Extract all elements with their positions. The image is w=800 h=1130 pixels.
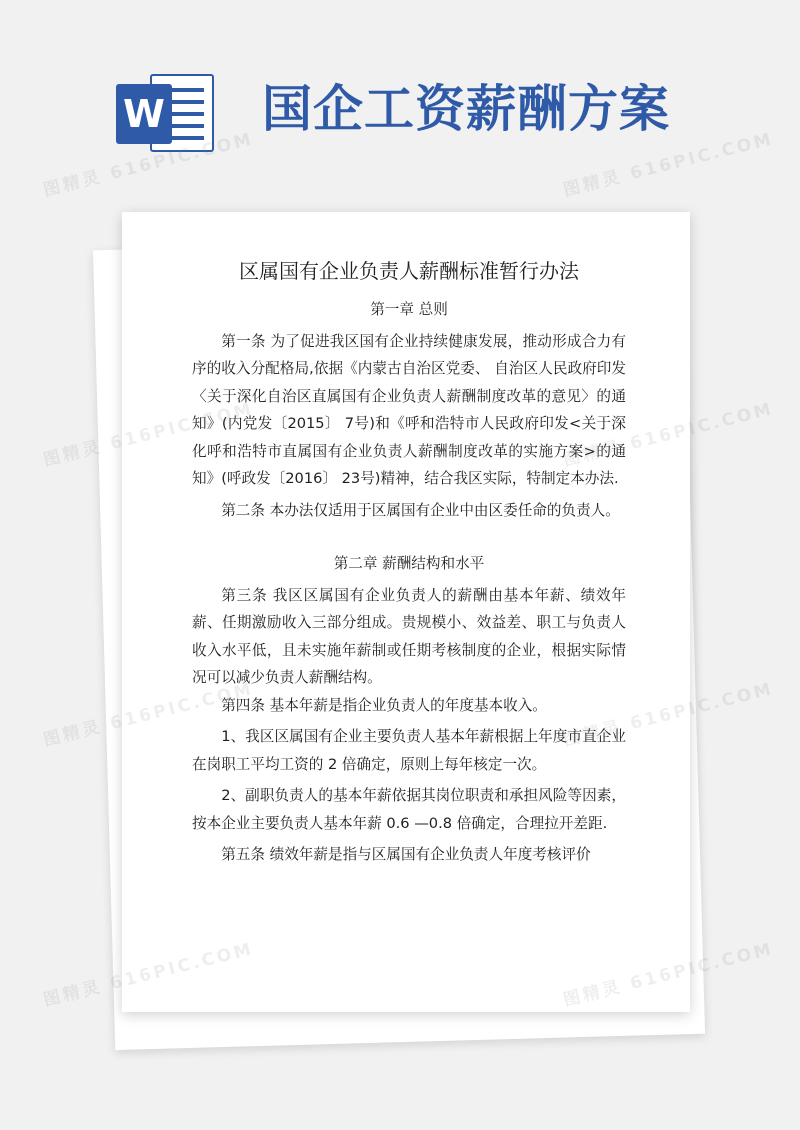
watermark: 图精灵 bbox=[41, 436, 105, 471]
word-letter-badge: W bbox=[116, 84, 172, 144]
article-4-paragraph: 第四条 基本年薪是指企业负责人的年度基本收入。 bbox=[221, 696, 547, 714]
banner-title: 国企工资薪酬方案 bbox=[262, 79, 670, 138]
item-1-paragraph: 1、我区区属国有企业主要负责人基本年薪根据上年度市直企业在岗职工平均工资的 2 倍确定，原则上每年核定一次。 bbox=[192, 728, 626, 773]
watermark: 616PIC.COM bbox=[628, 679, 776, 735]
watermark: 图精灵 bbox=[41, 976, 105, 1011]
article-3-paragraph: 第三条 我区区属国有企业负责人的薪酬由基本年薪、绩效年薪、任期激励收入三部分组成。贵规模小、效益差、职工与负责人收入水平低，且未实施年薪制或任期考核制度的企业，根据实际情况可以减少负责人薪酬结构。 bbox=[192, 586, 626, 686]
watermark: 616PIC.COM bbox=[628, 399, 776, 455]
watermark: 图精灵 bbox=[41, 716, 105, 751]
watermark: 图精灵 616PIC.COM bbox=[561, 129, 776, 201]
article-5-paragraph: 第五条 绩效年薪是指与区属国有企业负责人年度考核评价 bbox=[221, 846, 591, 863]
chapter-heading-2: 第二章 薪酬结构和水平 bbox=[333, 555, 485, 572]
document-page bbox=[122, 212, 690, 1012]
item-2-paragraph: 2、副职负责人的基本年薪依据其岗位职责和承担风险等因素，按本企业主要负责人基本年薪 0.6 —0.8 倍确定，合理拉开差距. bbox=[192, 787, 626, 832]
article-1-paragraph: 第一条 为了促进我区国有企业持续健康发展，推动形成合力有序的收入分配格局,依据《内蒙古自治区党委、 自治区人民政府印发〈关于深化自治区直属国有企业负责人薪酬制度改革的意见〉的通知》(内党发〔2015〕 7号)和《呼和浩特市人民政府印发<关于深化呼和浩特市直属国有企业负责人薪酬制度改革的实施方案>的通知》(呼政发〔2016〕 23号)精神，结合我区实际，特制定本办法. bbox=[192, 332, 626, 487]
document-title: 区属国有企业负责人薪酬标准暂行办法 bbox=[239, 259, 579, 283]
article-2-paragraph: 第二条 本办法仅适用于区属国有企业中由区委任命的负责人。 bbox=[221, 501, 620, 519]
document-body bbox=[192, 256, 626, 869]
watermark: 图精灵 616PIC.COM bbox=[41, 129, 256, 201]
header-banner bbox=[0, 0, 800, 200]
word-document-icon bbox=[116, 72, 216, 154]
chapter-heading-1: 第一章 总则 bbox=[370, 301, 448, 318]
